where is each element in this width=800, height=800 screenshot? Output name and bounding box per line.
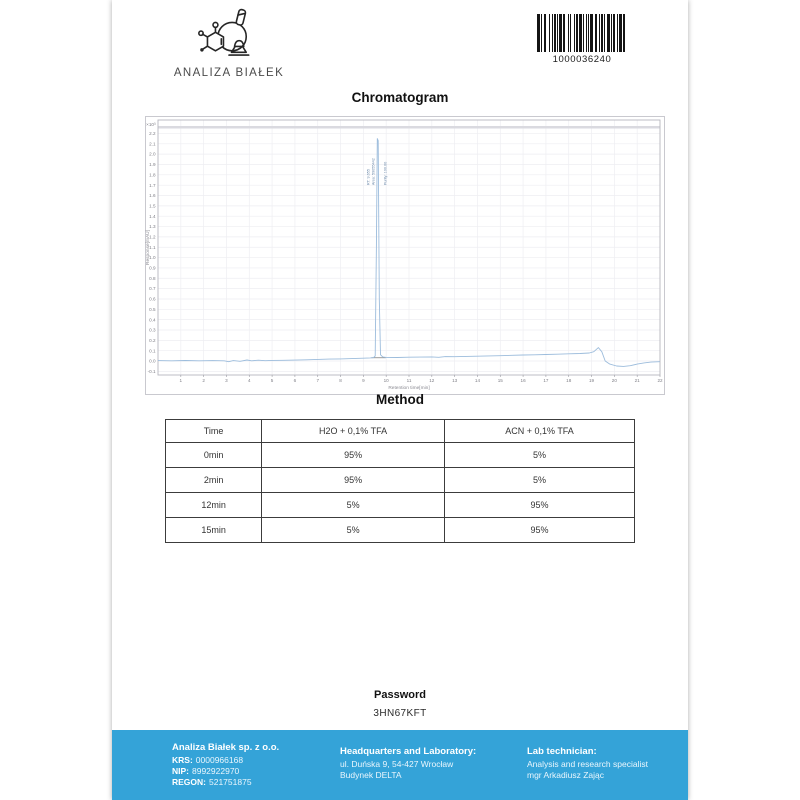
table-cell: 15min — [166, 518, 262, 543]
footer-address — [340, 746, 476, 781]
regon-label: REGON: — [172, 777, 206, 787]
svg-text:1.8: 1.8 — [149, 172, 156, 178]
table-cell: 12min — [166, 493, 262, 518]
table-row — [166, 518, 635, 543]
technician-role: Analysis and research specialist — [527, 759, 648, 769]
svg-text:0.7: 0.7 — [149, 286, 156, 292]
svg-text:18: 18 — [566, 378, 572, 383]
svg-text:Purity: 100.00: Purity: 100.00 — [383, 161, 388, 186]
svg-text:-0.1: -0.1 — [147, 368, 156, 374]
table-row — [166, 443, 635, 468]
technician-name: mgr Arkadiusz Zając — [527, 770, 604, 780]
company-nip — [172, 766, 279, 777]
company-name: Analiza Białek sp. z o.o. — [172, 742, 280, 753]
svg-text:6: 6 — [293, 378, 297, 383]
svg-text:0.5: 0.5 — [149, 306, 156, 312]
svg-text:11: 11 — [406, 378, 412, 383]
krs-label: KRS: — [172, 755, 193, 765]
method-table — [165, 419, 635, 543]
nip-value: 8992922970 — [192, 766, 240, 776]
footer-company — [172, 742, 279, 788]
chromatogram-chart — [145, 116, 665, 395]
svg-text:15: 15 — [497, 378, 503, 383]
svg-text:0.3: 0.3 — [149, 327, 156, 333]
report-page — [112, 0, 688, 800]
barcode-space — [625, 14, 627, 52]
table-cell: 2min — [166, 468, 262, 493]
svg-text:0.8: 0.8 — [149, 275, 156, 281]
chromatogram-title: Chromatogram — [351, 90, 449, 105]
svg-text:0.2: 0.2 — [149, 337, 156, 343]
table-cell: 5% — [445, 443, 635, 468]
svg-text:2.2: 2.2 — [149, 131, 156, 137]
svg-text:0.9: 0.9 — [149, 265, 156, 271]
svg-text:12: 12 — [429, 378, 435, 383]
svg-text:1.4: 1.4 — [149, 213, 156, 219]
svg-text:Area: 59055442: Area: 59055442 — [371, 158, 376, 186]
svg-text:1.1: 1.1 — [149, 244, 156, 250]
svg-text:1.5: 1.5 — [149, 203, 156, 209]
svg-text:8: 8 — [339, 378, 342, 383]
svg-text:9: 9 — [362, 378, 365, 383]
svg-text:2.1: 2.1 — [149, 141, 156, 147]
svg-text:7: 7 — [316, 378, 320, 383]
microscope-molecule-icon — [197, 8, 261, 64]
barcode-number: 1000036240 — [552, 54, 612, 65]
svg-text:2: 2 — [202, 378, 205, 383]
svg-text:1.0: 1.0 — [149, 255, 156, 261]
svg-text:2.0: 2.0 — [149, 151, 156, 157]
svg-text:17: 17 — [543, 378, 549, 383]
svg-text:10: 10 — [383, 378, 389, 383]
table-cell: 0min — [166, 443, 262, 468]
svg-text:1.6: 1.6 — [149, 193, 156, 199]
svg-text:22: 22 — [657, 378, 663, 383]
svg-text:3: 3 — [225, 378, 228, 383]
company-regon — [172, 777, 279, 788]
table-cell: 5% — [262, 493, 445, 518]
table-cell: 95% — [262, 443, 445, 468]
table-row — [166, 493, 635, 518]
method-title: Method — [376, 392, 424, 407]
table-header-cell: ACN + 0,1% TFA — [445, 420, 635, 443]
svg-text:13: 13 — [452, 378, 458, 383]
krs-value: 0000966168 — [195, 755, 244, 765]
company-krs — [172, 755, 279, 766]
table-cell: 95% — [445, 518, 635, 543]
svg-text:0.4: 0.4 — [149, 317, 156, 323]
svg-text:1: 1 — [179, 378, 183, 383]
svg-text:20: 20 — [611, 378, 617, 383]
svg-text:Retention time[min]: Retention time[min] — [388, 386, 430, 391]
footer — [112, 730, 688, 800]
nip-label: NIP: — [172, 766, 189, 776]
address-line-building: Budynek DELTA — [340, 770, 402, 780]
svg-text:Response[mAU]: Response[mAU] — [146, 230, 151, 265]
regon-value: 521751875 — [209, 777, 252, 787]
svg-text:0.1: 0.1 — [149, 348, 156, 354]
table-header-cell: H2O + 0,1% TFA — [262, 420, 445, 443]
brand-name: ANALIZA BIAŁEK — [173, 67, 285, 79]
svg-text:21: 21 — [634, 378, 640, 383]
password-section — [112, 689, 688, 719]
footer-technician — [527, 746, 648, 781]
svg-text:×10³: ×10³ — [146, 122, 156, 127]
svg-text:1.9: 1.9 — [149, 162, 156, 168]
svg-text:RT: 9.655: RT: 9.655 — [366, 168, 371, 186]
svg-text:19: 19 — [588, 378, 595, 383]
svg-text:0.6: 0.6 — [149, 296, 156, 302]
address-line-street: ul. Duńska 9, 54-427 Wrocław — [340, 759, 454, 769]
table-cell: 95% — [445, 493, 635, 518]
svg-text:1.7: 1.7 — [149, 182, 156, 188]
address-title: Headquarters and Laboratory: — [340, 746, 477, 757]
table-header-row — [166, 420, 635, 443]
svg-text:0.0: 0.0 — [149, 358, 156, 364]
svg-text:4: 4 — [247, 378, 251, 383]
svg-text:16: 16 — [520, 378, 526, 383]
password-value: 3HN67KFT — [373, 708, 427, 719]
table-row — [166, 468, 635, 493]
svg-text:1.3: 1.3 — [149, 224, 156, 230]
table-cell: 5% — [262, 518, 445, 543]
barcode-bars — [537, 14, 627, 52]
table-cell: 5% — [445, 468, 635, 493]
svg-text:14: 14 — [474, 378, 481, 383]
chromatogram-svg — [145, 116, 665, 395]
barcode — [532, 14, 632, 65]
password-label: Password — [374, 689, 426, 701]
svg-text:1.2: 1.2 — [149, 234, 156, 240]
technician-title: Lab technician: — [527, 746, 597, 757]
table-header-cell: Time — [166, 420, 262, 443]
logo — [164, 8, 294, 79]
svg-text:5: 5 — [270, 378, 274, 383]
table-cell: 95% — [262, 468, 445, 493]
